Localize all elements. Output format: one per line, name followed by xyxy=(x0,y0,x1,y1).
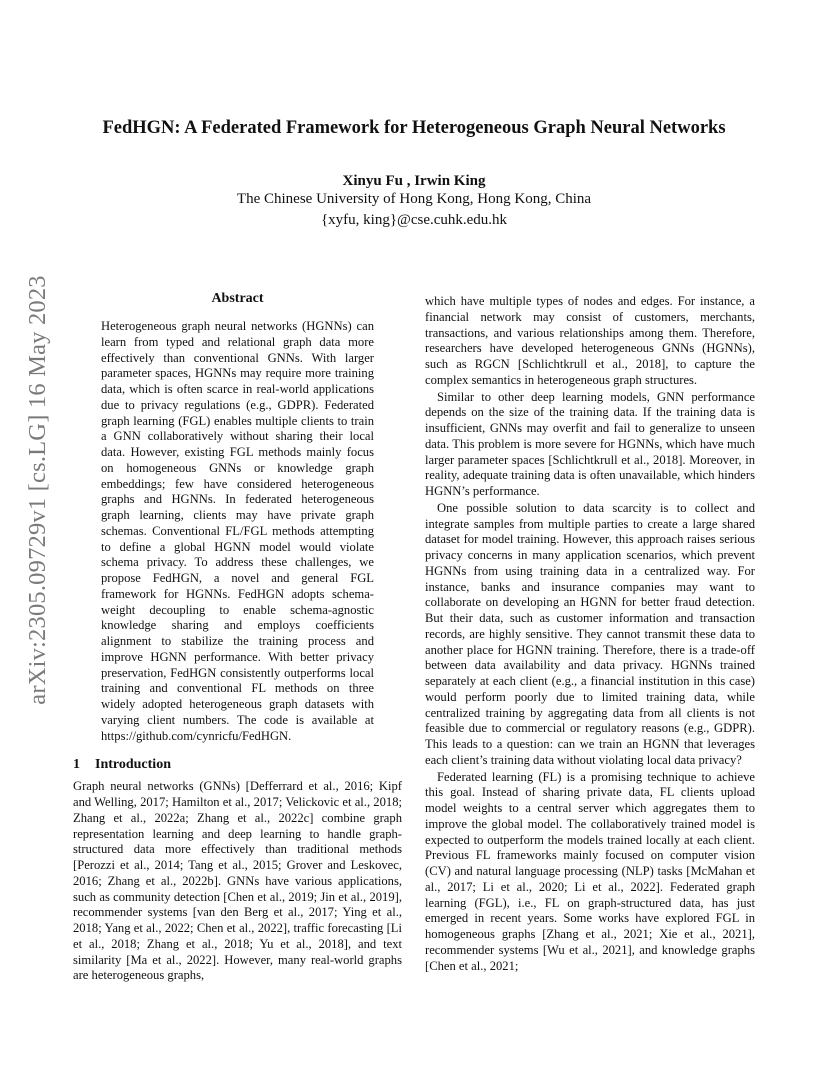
abstract-body: Heterogeneous graph neural networks (HGNNs) can learn from typed and relational graph data more effectively than conventional GNNs. With larger parameter spaces, HGNNs may require more training data, which is often scarce in real-world applications due to privacy regulations (e.g., GDPR). Federated graph learning (FGL) enables multiple clients to train a GNN collaboratively without sharing their local data. However, existing FGL methods mainly focus on homogeneous GNNs or knowledge graph embeddings; few have considered heterogeneous graphs and HGNNs. In federated heterogeneous graph learning, clients may have private graph schemas. Conventional FL/FGL methods attempting to define a global HGNN model would violate schema privacy. To address these challenges, we propose FedHGN, a novel and general FGL framework for HGNNs. FedHGN adopts schema-weight decoupling to enable schema-agnostic knowledge sharing and employs coefficients alignment to stabilize the training process and improve HGNN performance. With better privacy preservation, FedHGN consistently outperforms local training and conventional FL methods on three widely adopted heterogeneous graph datasets with varying client numbers. The code is available at https://github.com/cynricfu/FedHGN. xyxy=(101,319,374,743)
section-title: Introduction xyxy=(95,757,171,773)
author-affiliation: The Chinese University of Hong Kong, Hong Kong, China xyxy=(236,191,592,207)
right-column xyxy=(425,294,755,974)
author-email: {xyfu, king}@cse.cuhk.edu.hk xyxy=(320,212,508,228)
arxiv-identifier-stamp xyxy=(20,275,56,705)
intro-paragraph-data-scarcity: One possible solution to data scarcity is to collect and integrate samples from multiple parties to create a large shared dataset for model training. However, this approach raises serious privacy concerns in many application scenarios, which prevent HGNNs from using training data in a centralized way. For instance, banks and insurance companies may want to collaborate on developing an HGNN for better fraud detection. But their data, such as customer information and transaction records, are highly sensitive. They cannot transmit these data to another place for HGNN training. Therefore, there is a trade-off between data availability and data privacy. HGNNs trained separately at each client (e.g., a financial institution in this case) would perform poorly due to limited training data, while centralized training by aggregating data from all clients is not feasible due to commercial or regulatory reasons (e.g., GDPR). This leads to a question: can we train an HGNN that leverages each client’s training data without violating local data privacy? xyxy=(425,500,755,767)
intro-paragraph-left: Graph neural networks (GNNs) [Defferrard et al., 2016; Kipf and Welling, 2017; Hamilton et al., 2017; Velickovic et al., 2018; Zhang et al., 2022a; Zhang et al., 2022c] combine graph representation learning and deep learning to handle graph-structured data more effectively than traditional methods [Perozzi et al., 2014; Tang et al., 2015; Grover and Leskovec, 2016; Zhang et al., 2022b]. GNNs have various applications, such as community detection [Chen et al., 2019; Jin et al., 2019], recommender systems [van den Berg et al., 2017; Ying et al., 2018; Yang et al., 2022; Chen et al., 2022], traffic forecasting [Li et al., 2018; Zhang et al., 2018; Yu et al., 2018], and text similarity [Ma et al., 2022]. However, many real-world graphs are heterogeneous graphs, xyxy=(73,779,402,983)
paper-title: FedHGN: A Federated Framework for Heterogeneous Graph Neural Networks xyxy=(102,118,726,138)
arxiv-stamp-text: arXiv:2305.09729v1 [cs.LG] 16 May 2023 xyxy=(24,275,51,705)
left-column xyxy=(73,290,402,984)
section-number: 1 xyxy=(73,757,80,773)
abstract-heading: Abstract xyxy=(211,291,264,306)
intro-paragraph-federated-learning: Federated learning (FL) is a promising technique to achieve this goal. Instead of sharing private data, FL clients upload model weights to a central server which aggregates them to improve the global model. The collaboratively trained model is expected to outperform the models trained locally at each client. Previous FL frameworks mainly focused on computer vision (CV) and natural language processing (NLP) tasks [McMahan et al., 2017; Li et al., 2020; Li et al., 2022]. Federated graph learning (FGL), i.e., FL on graph-structured data, has just emerged in recent years. Some works have explored FGL in homogeneous graphs [Zhang et al., 2021; Xie et al., 2021], recommender systems [Wu et al., 2021], and knowledge graphs [Chen et al., 2021; xyxy=(425,769,755,973)
section-heading xyxy=(73,756,402,773)
paper-authors: Xinyu Fu , Irwin King xyxy=(342,173,486,189)
intro-paragraph-data-size: Similar to other deep learning models, GNN performance depends on the size of the training data. If the training data is insufficient, GNNs may overfit and fail to generalize to unseen data. This problem is more severe for HGNNs, which have much larger parameter spaces [Schlichtkrull et al., 2018]. Moreover, in reality, adequate training data is often unavailable, which hinders HGNN’s performance. xyxy=(425,389,755,498)
intro-paragraph-continued: which have multiple types of nodes and edges. For instance, a financial network may consist of customers, merchants, transactions, and various relationships among them. Therefore, researchers have developed heterogeneous GNNs (HGNNs), such as RGCN [Schlichtkrull et al., 2018], to capture the complex semantics in heterogeneous graph structures. xyxy=(425,294,755,387)
